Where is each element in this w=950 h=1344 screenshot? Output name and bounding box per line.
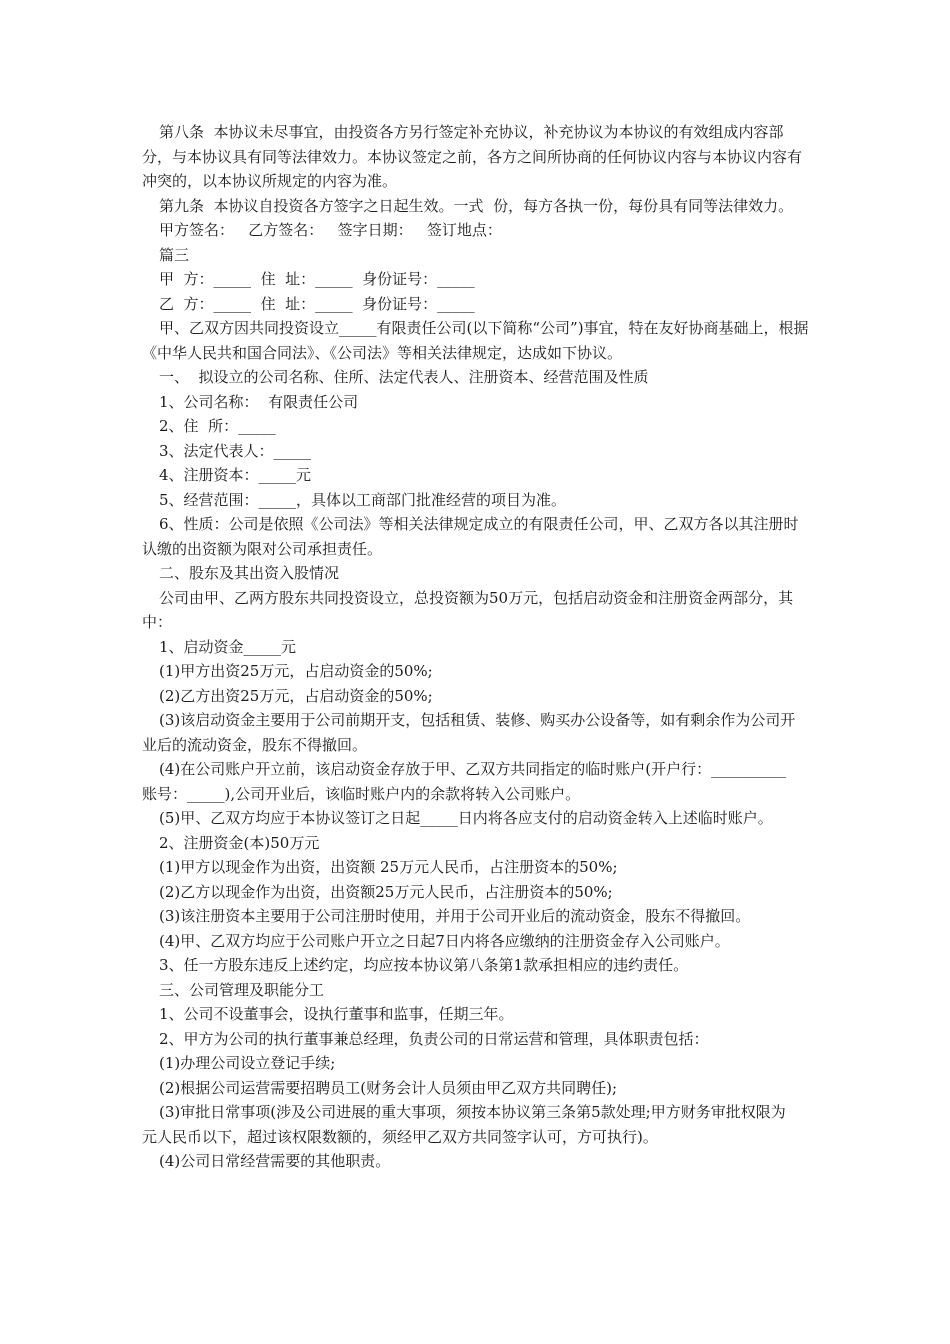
list-item: 3、任一方股东违反上述约定，均应按本协议第八条第1款承担相应的违约责任。	[159, 956, 689, 974]
party-a-line: 甲 方：_____ 住 址：_____ 身份证号：_____	[159, 270, 475, 288]
list-item: (1)甲方以现金作为出资，出资额 25万元人民币，占注册资本的50%;	[159, 858, 618, 876]
paragraph-article-8: 第八条 本协议未尽事宜，由投资各方另行签定补充协议，补充协议为本协议的有效组成内容部分，与本协议具有同等法律效力。本协议签定之前，各方之间所协商的任何协议内容与本协议内容有冲突的，以本协议所规定的内容为准。	[142, 123, 803, 190]
list-item: (2)乙方出资25万元，占启动资金的50%;	[159, 686, 433, 705]
list-item: (4)在公司账户开立前，该启动资金存放于甲、乙双方共同指定的临时账户(开户行：__________ 账号：_____),公司开业后，该临时账户内的余款将转入公司账户。	[142, 760, 796, 803]
list-item: 6、性质：公司是依照《公司法》等相关法律规定成立的有限责任公司，甲、乙双方各以其注册时认缴的出资额为限对公司承担责任。	[142, 515, 799, 558]
party-b-line: 乙 方：_____ 住 址：_____ 身份证号：_____	[159, 294, 475, 313]
list-item: (5)甲、乙双方均应于本协议签订之日起_____日内将各应支付的启动资金转入上述临时账户。	[159, 809, 773, 827]
list-item: (2)乙方以现金作为出资，出资额25万元人民币，占注册资本的50%;	[159, 882, 613, 901]
paragraph-signatures: 甲方签名： 乙方签名： 签字日期： 签订地点：	[159, 221, 502, 239]
paragraph-article-9: 第九条 本协议自投资各方签字之日起生效。一式 份，每方各执一份，每份具有同等法律效力。	[159, 196, 794, 215]
list-item: 4、注册资本：_____元	[159, 466, 312, 484]
list-item: 1、公司不设董事会，设执行董事和监事，任期三年。	[159, 1005, 514, 1023]
heading-section-2: 二、股东及其出资入股情况	[159, 564, 340, 582]
list-item: 1、公司名称： 有限责任公司	[159, 392, 359, 411]
list-item: 2、住 所：_____	[159, 417, 276, 435]
list-item: (4)甲、乙双方均应于公司账户开立之日起7日内将各应缴纳的注册资金存入公司账户。	[159, 931, 730, 950]
list-item: (2)根据公司运营需要招聘员工(财务会计人员须由甲乙双方共同聘任);	[159, 1078, 618, 1097]
list-item: (1)办理公司设立登记手续;	[159, 1054, 336, 1072]
paragraph-investment: 公司由甲、乙两方股东共同投资设立，总投资额为50万元，包括启动资金和注册资金两部分，其中：	[142, 588, 794, 631]
list-item: (4)公司日常经营需要的其他职责。	[159, 1152, 391, 1170]
list-item: 1、启动资金_____元	[159, 637, 297, 656]
list-item: (3)该注册资本主要用于公司注册时使用，并用于公司开业后的流动资金，股东不得撤回。	[159, 907, 751, 925]
list-item: 5、经营范围：_____，具体以工商部门批准经营的项目为准。	[159, 490, 567, 509]
section-title-part-3: 篇三	[159, 245, 190, 264]
list-item: (1)甲方出资25万元，占启动资金的50%;	[159, 662, 433, 680]
heading-section-3: 三、公司管理及职能分工	[159, 980, 325, 999]
list-item: 3、法定代表人：_____	[159, 441, 312, 460]
heading-section-1: 一、 拟设立的公司名称、住所、法定代表人、注册资本、经营范围及性质	[159, 368, 649, 386]
list-item: (3)审批日常事项(涉及公司进展的重大事项，须按本协议第三条第5款处理;甲方财务审批权限为 元人民币以下，超过该权限数额的，须经甲乙双方共同签字认可，方可执行)。	[142, 1103, 796, 1146]
list-item: (3)该启动资金主要用于公司前期开支，包括租赁、装修、购买办公设备等，如有剩余作为公司开业后的流动资金，股东不得撤回。	[142, 711, 796, 754]
list-item: 2、注册资金(本)50万元	[159, 833, 320, 852]
paragraph-preamble: 甲、乙双方因共同投资设立_____有限责任公司(以下简称“公司”)事宜，特在友好协商基础上，根据《中华人民共和国合同法》、《公司法》等相关法律规定，达成如下协议。	[142, 319, 809, 362]
list-item: 2、甲方为公司的执行董事兼总经理，负责公司的日常运营和管理，具体职责包括：	[159, 1029, 709, 1048]
document-body	[142, 120, 810, 1174]
